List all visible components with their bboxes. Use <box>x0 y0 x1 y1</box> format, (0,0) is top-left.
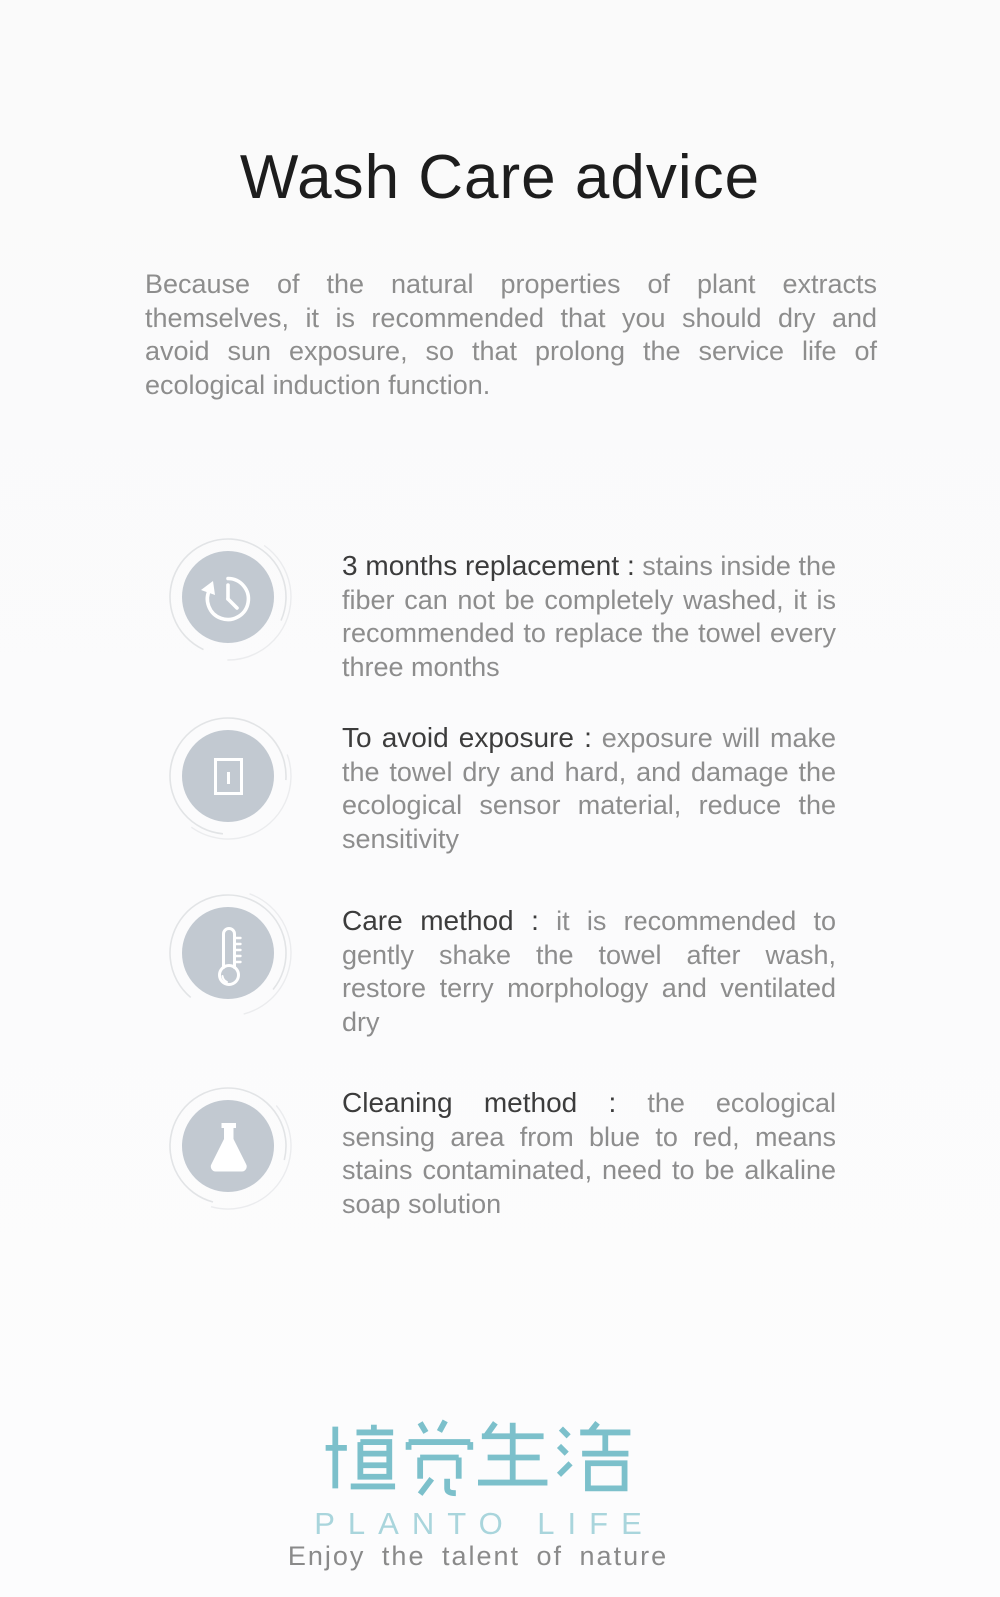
avoid-exposure-icon <box>163 711 293 841</box>
thermometer-icon <box>163 888 293 1018</box>
flask-icon <box>163 1081 293 1211</box>
item-body: the ecological sensing area from blue to red, means stains contaminated, need to be alkaline soap solution <box>342 1088 836 1219</box>
care-item-care-method <box>342 904 836 1039</box>
intro-paragraph: Because of the natural properties of plant extracts themselves, it is recommended that you should dry and avoid sun exposure, so that prolong the service life of ecological induction function. <box>145 269 877 400</box>
care-item-cleaning <box>342 1086 836 1221</box>
brand-logo-latin: PLANTO LIFE <box>314 1506 655 1541</box>
care-item-exposure <box>342 721 836 856</box>
page-title: Wash Care advice <box>239 142 761 212</box>
brand-tagline: Enjoy the talent of nature <box>287 1541 669 1571</box>
item-body: it is recommended to gently shake the towel after wash, restore terry morphology and ventilated dry <box>342 906 836 1037</box>
item-heading: To avoid exposure : <box>342 722 592 753</box>
item-heading: Care method : <box>342 905 539 936</box>
item-heading: 3 months replacement : <box>342 550 635 581</box>
item-body: exposure will make the towel dry and hard, and damage the ecological sensor material, reduce the sensitivity <box>342 723 837 854</box>
care-item-replacement <box>342 549 836 684</box>
planto-life-chinese-logo <box>323 1417 633 1498</box>
item-body: stains inside the fiber can not be completely washed, it is recommended to replace the towel every three months <box>342 551 836 682</box>
brand-logo-chinese-text <box>0 0 1 1</box>
item-heading: Cleaning method : <box>342 1087 617 1118</box>
history-clock-icon <box>163 532 293 662</box>
